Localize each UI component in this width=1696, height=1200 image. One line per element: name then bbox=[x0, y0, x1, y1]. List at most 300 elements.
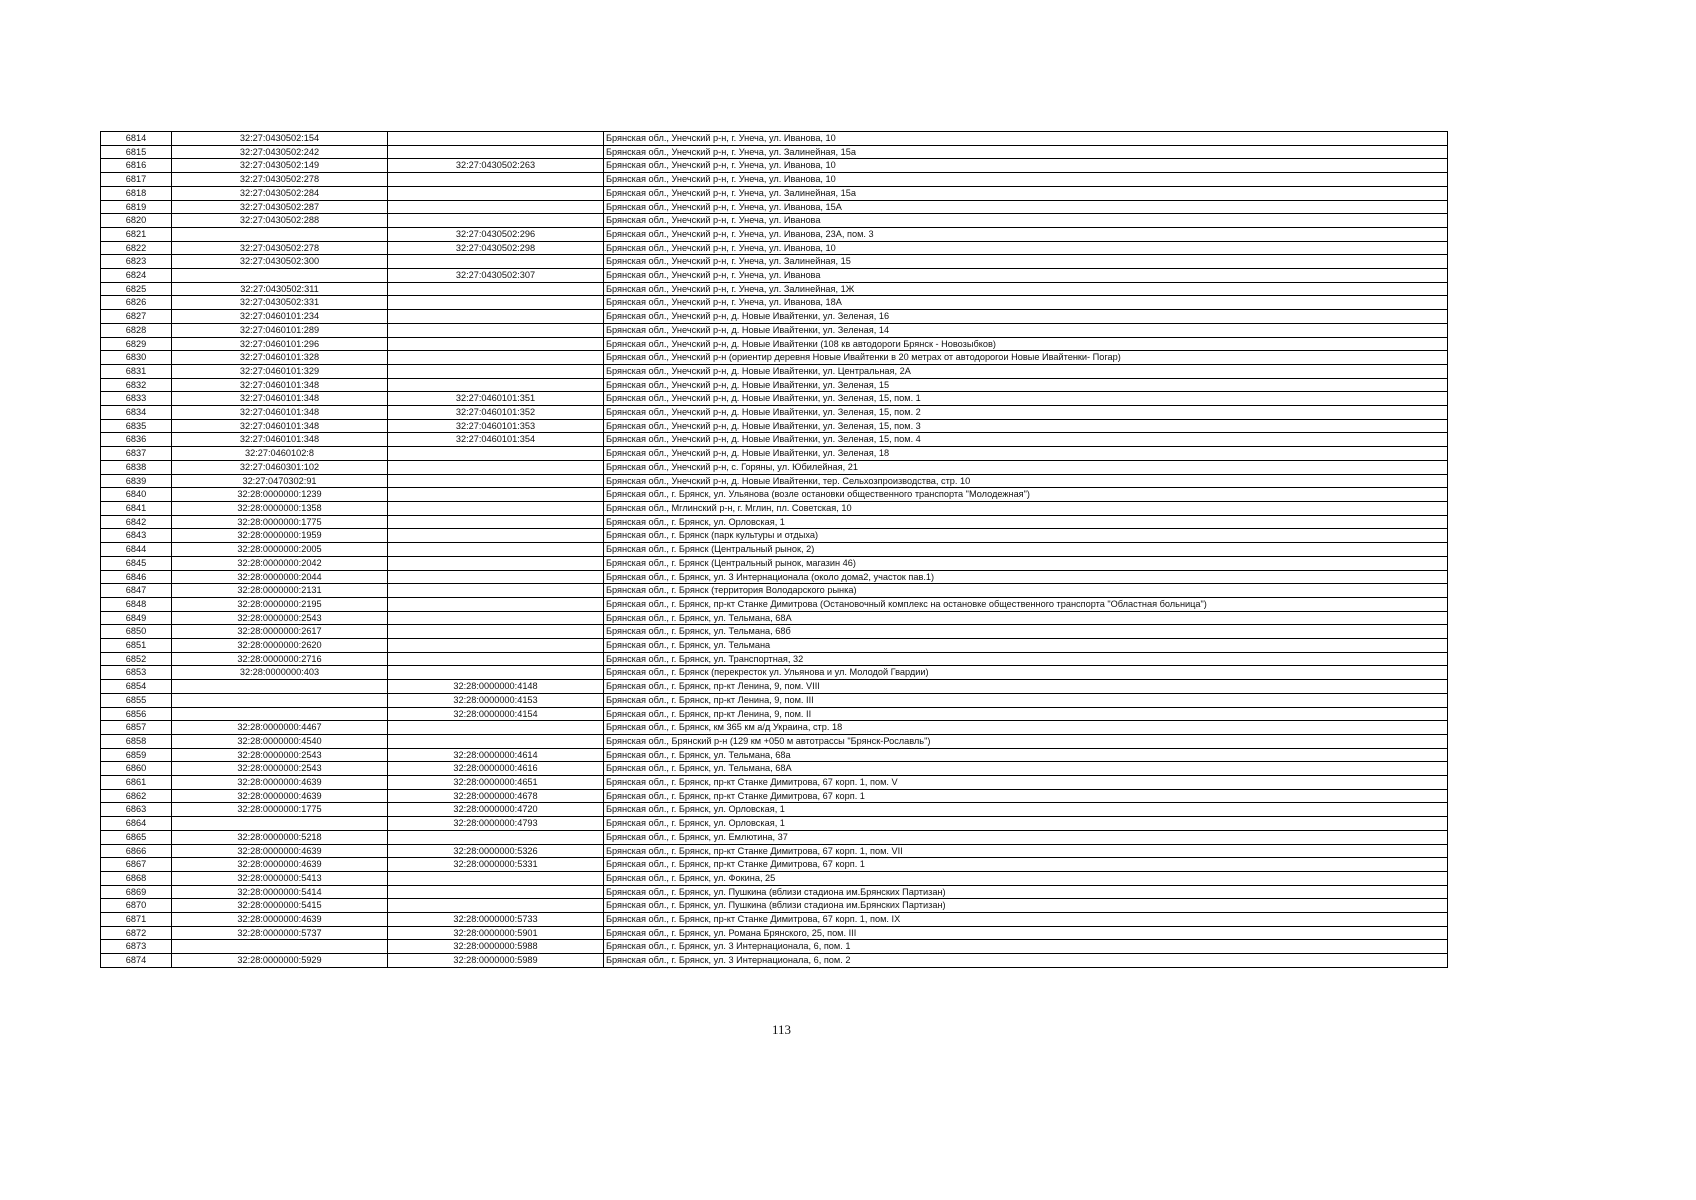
cadastral-number-cell: 32:27:0460101:234 bbox=[172, 310, 388, 324]
row-number-cell: 6825 bbox=[101, 282, 172, 296]
row-number-cell: 6870 bbox=[101, 899, 172, 913]
table-row bbox=[101, 543, 1448, 557]
row-number-cell: 6846 bbox=[101, 570, 172, 584]
related-cadastral-number-cell bbox=[388, 337, 604, 351]
cadastral-number-cell: 32:28:0000000:5218 bbox=[172, 830, 388, 844]
table-row bbox=[101, 392, 1448, 406]
cadastral-number-cell: 32:27:0430502:284 bbox=[172, 186, 388, 200]
cadastral-number-cell: 32:28:0000000:5737 bbox=[172, 926, 388, 940]
address-cell: Брянская обл., г. Брянск, ул. 3 Интернационала, 6, пом. 2 bbox=[604, 954, 1448, 968]
row-number-cell: 6829 bbox=[101, 337, 172, 351]
cadastral-number-cell: 32:27:0430502:278 bbox=[172, 173, 388, 187]
table-row bbox=[101, 364, 1448, 378]
cadastral-number-cell: 32:27:0460101:296 bbox=[172, 337, 388, 351]
cadastral-number-cell: 32:28:0000000:4639 bbox=[172, 858, 388, 872]
cadastral-number-cell: 32:27:0430502:278 bbox=[172, 241, 388, 255]
cadastral-number-cell: 32:28:0000000:2617 bbox=[172, 625, 388, 639]
related-cadastral-number-cell bbox=[388, 529, 604, 543]
row-number-cell: 6852 bbox=[101, 652, 172, 666]
cadastral-number-cell bbox=[172, 707, 388, 721]
row-number-cell: 6820 bbox=[101, 214, 172, 228]
table-row bbox=[101, 488, 1448, 502]
cadastral-number-cell: 32:28:0000000:5414 bbox=[172, 885, 388, 899]
table-row bbox=[101, 501, 1448, 515]
related-cadastral-number-cell: 32:28:0000000:5733 bbox=[388, 913, 604, 927]
related-cadastral-number-cell: 32:27:0430502:296 bbox=[388, 227, 604, 241]
table-row bbox=[101, 186, 1448, 200]
row-number-cell: 6817 bbox=[101, 173, 172, 187]
related-cadastral-number-cell bbox=[388, 885, 604, 899]
row-number-cell: 6837 bbox=[101, 447, 172, 461]
address-cell: Брянская обл., Унечский р-н, с. Горяны, ул. Юбилейная, 21 bbox=[604, 460, 1448, 474]
address-cell: Брянская обл., Унечский р-н, г. Унеча, ул. Иванова, 23А, пом. 3 bbox=[604, 227, 1448, 241]
related-cadastral-number-cell bbox=[388, 460, 604, 474]
related-cadastral-number-cell bbox=[388, 611, 604, 625]
row-number-cell: 6864 bbox=[101, 817, 172, 831]
table-row bbox=[101, 296, 1448, 310]
row-number-cell: 6834 bbox=[101, 406, 172, 420]
cadastral-number-cell: 32:27:0470302:91 bbox=[172, 474, 388, 488]
address-cell: Брянская обл., г. Брянск, пр-кт Ленина, 9, пом. II bbox=[604, 707, 1448, 721]
cadastral-number-cell: 32:28:0000000:4540 bbox=[172, 734, 388, 748]
table-row bbox=[101, 652, 1448, 666]
row-number-cell: 6835 bbox=[101, 419, 172, 433]
table-row bbox=[101, 584, 1448, 598]
related-cadastral-number-cell: 32:27:0460101:351 bbox=[388, 392, 604, 406]
address-cell: Брянская обл., Мглинский р-н, г. Мглин, пл. Советская, 10 bbox=[604, 501, 1448, 515]
related-cadastral-number-cell: 32:27:0430502:263 bbox=[388, 159, 604, 173]
related-cadastral-number-cell bbox=[388, 310, 604, 324]
row-number-cell: 6818 bbox=[101, 186, 172, 200]
row-number-cell: 6855 bbox=[101, 693, 172, 707]
row-number-cell: 6838 bbox=[101, 460, 172, 474]
cadastral-number-cell: 32:28:0000000:4467 bbox=[172, 721, 388, 735]
table-row bbox=[101, 474, 1448, 488]
cadastral-number-cell: 32:28:0000000:1959 bbox=[172, 529, 388, 543]
table-row bbox=[101, 721, 1448, 735]
cadastral-number-cell bbox=[172, 693, 388, 707]
related-cadastral-number-cell bbox=[388, 556, 604, 570]
related-cadastral-number-cell: 32:27:0460101:354 bbox=[388, 433, 604, 447]
related-cadastral-number-cell bbox=[388, 871, 604, 885]
address-cell: Брянская обл., г. Брянск, пр-кт Станке Димитрова (Остановочный комплекс на остановке общественного транспорта "Областная больница") bbox=[604, 597, 1448, 611]
address-cell: Брянская обл., Унечский р-н, д. Новые Ивайтенки, ул. Зеленая, 15 bbox=[604, 378, 1448, 392]
address-cell: Брянская обл., г. Брянск, ул. Тельмана, 68а bbox=[604, 748, 1448, 762]
cadastral-number-cell: 32:28:0000000:2042 bbox=[172, 556, 388, 570]
related-cadastral-number-cell: 32:28:0000000:5988 bbox=[388, 940, 604, 954]
row-number-cell: 6851 bbox=[101, 639, 172, 653]
row-number-cell: 6873 bbox=[101, 940, 172, 954]
table-row bbox=[101, 858, 1448, 872]
table-row bbox=[101, 269, 1448, 283]
address-cell: Брянская обл., Унечский р-н, д. Новые Ивайтенки (108 кв автодороги Брянск - Новозыбков) bbox=[604, 337, 1448, 351]
related-cadastral-number-cell bbox=[388, 323, 604, 337]
related-cadastral-number-cell: 32:28:0000000:5901 bbox=[388, 926, 604, 940]
related-cadastral-number-cell bbox=[388, 899, 604, 913]
row-number-cell: 6849 bbox=[101, 611, 172, 625]
cadastral-number-cell: 32:28:0000000:1358 bbox=[172, 501, 388, 515]
row-number-cell: 6869 bbox=[101, 885, 172, 899]
table-row bbox=[101, 803, 1448, 817]
table-row bbox=[101, 734, 1448, 748]
table-row bbox=[101, 282, 1448, 296]
cadastral-number-cell: 32:27:0430502:331 bbox=[172, 296, 388, 310]
related-cadastral-number-cell bbox=[388, 255, 604, 269]
related-cadastral-number-cell bbox=[388, 666, 604, 680]
address-cell: Брянская обл., Унечский р-н, д. Новые Ивайтенки, ул. Зеленая, 15, пом. 3 bbox=[604, 419, 1448, 433]
related-cadastral-number-cell bbox=[388, 721, 604, 735]
related-cadastral-number-cell bbox=[388, 830, 604, 844]
table-row bbox=[101, 844, 1448, 858]
row-number-cell: 6871 bbox=[101, 913, 172, 927]
address-cell: Брянская обл., г. Брянск, ул. Тельмана, 68б bbox=[604, 625, 1448, 639]
cadastral-number-cell: 32:27:0430502:242 bbox=[172, 145, 388, 159]
table-row bbox=[101, 748, 1448, 762]
cadastral-number-cell bbox=[172, 940, 388, 954]
table-row bbox=[101, 515, 1448, 529]
address-cell: Брянская обл., Унечский р-н, д. Новые Ивайтенки, ул. Зеленая, 15, пом. 2 bbox=[604, 406, 1448, 420]
row-number-cell: 6828 bbox=[101, 323, 172, 337]
address-cell: Брянская обл., г. Брянск, ул. 3 Интернационала (около дома2, участок пав.1) bbox=[604, 570, 1448, 584]
address-cell: Брянская обл., г. Брянск, ул. Емлютина, 37 bbox=[604, 830, 1448, 844]
related-cadastral-number-cell: 32:28:0000000:4678 bbox=[388, 789, 604, 803]
address-cell: Брянская обл., Унечский р-н, г. Унеча, ул. Залинейная, 15а bbox=[604, 145, 1448, 159]
address-cell: Брянская обл., г. Брянск, пр-кт Станке Димитрова, 67 корп. 1 bbox=[604, 789, 1448, 803]
cadastral-number-cell: 32:28:0000000:2005 bbox=[172, 543, 388, 557]
address-cell: Брянская обл., Унечский р-н, г. Унеча, ул. Иванова bbox=[604, 214, 1448, 228]
row-number-cell: 6839 bbox=[101, 474, 172, 488]
table-row bbox=[101, 611, 1448, 625]
related-cadastral-number-cell: 32:28:0000000:4793 bbox=[388, 817, 604, 831]
table-row bbox=[101, 666, 1448, 680]
cadastral-number-cell: 32:28:0000000:2195 bbox=[172, 597, 388, 611]
cadastral-number-cell: 32:28:0000000:4639 bbox=[172, 844, 388, 858]
address-cell: Брянская обл., Унечский р-н, г. Унеча, ул. Иванова, 10 bbox=[604, 241, 1448, 255]
row-number-cell: 6827 bbox=[101, 310, 172, 324]
address-cell: Брянская обл., г. Брянск, ул. Тельмана, 68А bbox=[604, 611, 1448, 625]
row-number-cell: 6853 bbox=[101, 666, 172, 680]
cadastral-number-cell: 32:27:0460102:8 bbox=[172, 447, 388, 461]
table-row bbox=[101, 378, 1448, 392]
table-row bbox=[101, 323, 1448, 337]
table-row bbox=[101, 639, 1448, 653]
related-cadastral-number-cell bbox=[388, 515, 604, 529]
related-cadastral-number-cell: 32:28:0000000:4154 bbox=[388, 707, 604, 721]
address-cell: Брянская обл., Унечский р-н (ориентир деревня Новые Ивайтенки в 20 метрах от автодорогои Новые Ивайтенки- Погар) bbox=[604, 351, 1448, 365]
row-number-cell: 6821 bbox=[101, 227, 172, 241]
related-cadastral-number-cell: 32:27:0430502:307 bbox=[388, 269, 604, 283]
cadastral-number-cell: 32:28:0000000:2131 bbox=[172, 584, 388, 598]
cadastral-number-cell bbox=[172, 680, 388, 694]
table-row bbox=[101, 132, 1448, 146]
table-row bbox=[101, 680, 1448, 694]
table-row bbox=[101, 762, 1448, 776]
table-row bbox=[101, 460, 1448, 474]
related-cadastral-number-cell bbox=[388, 351, 604, 365]
related-cadastral-number-cell bbox=[388, 584, 604, 598]
cadastral-number-cell: 32:27:0460101:348 bbox=[172, 392, 388, 406]
cadastral-number-cell: 32:27:0430502:149 bbox=[172, 159, 388, 173]
address-cell: Брянская обл., г. Брянск, ул. 3 Интернационала, 6, пом. 1 bbox=[604, 940, 1448, 954]
address-cell: Брянская обл., г. Брянск, ул. Транспортная, 32 bbox=[604, 652, 1448, 666]
cadastral-number-cell: 32:27:0430502:287 bbox=[172, 200, 388, 214]
related-cadastral-number-cell: 32:28:0000000:4153 bbox=[388, 693, 604, 707]
cadastral-number-cell: 32:28:0000000:2543 bbox=[172, 611, 388, 625]
row-number-cell: 6872 bbox=[101, 926, 172, 940]
address-cell: Брянская обл., г. Брянск (Центральный рынок, 2) bbox=[604, 543, 1448, 557]
address-cell: Брянская обл., Брянский р-н (129 км +050 м автотрассы "Брянск-Рославль") bbox=[604, 734, 1448, 748]
table-row bbox=[101, 899, 1448, 913]
address-cell: Брянская обл., г. Брянск (парк культуры и отдыха) bbox=[604, 529, 1448, 543]
row-number-cell: 6847 bbox=[101, 584, 172, 598]
cadastral-number-cell: 32:27:0460301:102 bbox=[172, 460, 388, 474]
row-number-cell: 6824 bbox=[101, 269, 172, 283]
related-cadastral-number-cell: 32:28:0000000:5989 bbox=[388, 954, 604, 968]
row-number-cell: 6836 bbox=[101, 433, 172, 447]
cadastral-number-cell: 32:28:0000000:2044 bbox=[172, 570, 388, 584]
related-cadastral-number-cell bbox=[388, 501, 604, 515]
address-cell: Брянская обл., Унечский р-н, д. Новые Ивайтенки, ул. Зеленая, 15, пом. 1 bbox=[604, 392, 1448, 406]
row-number-cell: 6843 bbox=[101, 529, 172, 543]
address-cell: Брянская обл., Унечский р-н, г. Унеча, ул. Иванова, 10 bbox=[604, 173, 1448, 187]
address-cell: Брянская обл., Унечский р-н, д. Новые Ивайтенки, ул. Зеленая, 14 bbox=[604, 323, 1448, 337]
address-cell: Брянская обл., Унечский р-н, д. Новые Ивайтенки, ул. Зеленая, 18 bbox=[604, 447, 1448, 461]
cadastral-number-cell: 32:28:0000000:2620 bbox=[172, 639, 388, 653]
related-cadastral-number-cell: 32:28:0000000:4614 bbox=[388, 748, 604, 762]
address-cell: Брянская обл., г. Брянск, пр-кт Ленина, 9, пом. III bbox=[604, 693, 1448, 707]
related-cadastral-number-cell bbox=[388, 597, 604, 611]
address-cell: Брянская обл., г. Брянск, км 365 км а/д Украина, стр. 18 bbox=[604, 721, 1448, 735]
related-cadastral-number-cell bbox=[388, 734, 604, 748]
cadastral-number-cell: 32:28:0000000:5415 bbox=[172, 899, 388, 913]
table-row bbox=[101, 173, 1448, 187]
address-cell: Брянская обл., г. Брянск, ул. Ульянова (возле остановки общественного транспорта "Молодежная") bbox=[604, 488, 1448, 502]
row-number-cell: 6859 bbox=[101, 748, 172, 762]
table-row bbox=[101, 913, 1448, 927]
cadastral-number-cell: 32:28:0000000:403 bbox=[172, 666, 388, 680]
address-cell: Брянская обл., г. Брянск, пр-кт Станке Димитрова, 67 корп. 1, пом. V bbox=[604, 776, 1448, 790]
cadastral-number-cell: 32:28:0000000:5929 bbox=[172, 954, 388, 968]
related-cadastral-number-cell bbox=[388, 173, 604, 187]
address-cell: Брянская обл., г. Брянск, ул. Тельмана, 68А bbox=[604, 762, 1448, 776]
table-row bbox=[101, 406, 1448, 420]
row-number-cell: 6822 bbox=[101, 241, 172, 255]
related-cadastral-number-cell bbox=[388, 214, 604, 228]
table-row bbox=[101, 214, 1448, 228]
table-row bbox=[101, 227, 1448, 241]
cadastral-number-cell bbox=[172, 817, 388, 831]
address-cell: Брянская обл., Унечский р-н, д. Новые Ивайтенки, тер. Сельхозпроизводства, стр. 10 bbox=[604, 474, 1448, 488]
related-cadastral-number-cell: 32:27:0460101:352 bbox=[388, 406, 604, 420]
related-cadastral-number-cell: 32:27:0430502:298 bbox=[388, 241, 604, 255]
related-cadastral-number-cell bbox=[388, 186, 604, 200]
row-number-cell: 6823 bbox=[101, 255, 172, 269]
table-row bbox=[101, 597, 1448, 611]
address-cell: Брянская обл., Унечский р-н, г. Унеча, ул. Залинейная, 1Ж bbox=[604, 282, 1448, 296]
related-cadastral-number-cell bbox=[388, 570, 604, 584]
row-number-cell: 6842 bbox=[101, 515, 172, 529]
row-number-cell: 6840 bbox=[101, 488, 172, 502]
cadastral-number-cell: 32:27:0460101:328 bbox=[172, 351, 388, 365]
table-row bbox=[101, 241, 1448, 255]
address-cell: Брянская обл., г. Брянск, ул. Пушкина (вблизи стадиона им.Брянских Партизан) bbox=[604, 899, 1448, 913]
table-row bbox=[101, 940, 1448, 954]
row-number-cell: 6826 bbox=[101, 296, 172, 310]
table-row bbox=[101, 871, 1448, 885]
address-cell: Брянская обл., г. Брянск, ул. Тельмана bbox=[604, 639, 1448, 653]
address-cell: Брянская обл., г. Брянск, ул. Орловская, 1 bbox=[604, 515, 1448, 529]
cadastral-number-cell: 32:27:0460101:348 bbox=[172, 378, 388, 392]
address-cell: Брянская обл., Унечский р-н, г. Унеча, ул. Иванова, 10 bbox=[604, 159, 1448, 173]
related-cadastral-number-cell: 32:28:0000000:4616 bbox=[388, 762, 604, 776]
row-number-cell: 6863 bbox=[101, 803, 172, 817]
cadastral-number-cell bbox=[172, 227, 388, 241]
address-cell: Брянская обл., г. Брянск, ул. Пушкина (вблизи стадиона им.Брянских Партизан) bbox=[604, 885, 1448, 899]
table-row bbox=[101, 351, 1448, 365]
table-row bbox=[101, 789, 1448, 803]
address-cell: Брянская обл., г. Брянск (Центральный рынок, магазин 46) bbox=[604, 556, 1448, 570]
cadastral-number-cell: 32:28:0000000:2543 bbox=[172, 762, 388, 776]
related-cadastral-number-cell bbox=[388, 625, 604, 639]
related-cadastral-number-cell: 32:28:0000000:4148 bbox=[388, 680, 604, 694]
related-cadastral-number-cell: 32:28:0000000:4720 bbox=[388, 803, 604, 817]
row-number-cell: 6860 bbox=[101, 762, 172, 776]
row-number-cell: 6856 bbox=[101, 707, 172, 721]
table-row bbox=[101, 529, 1448, 543]
row-number-cell: 6831 bbox=[101, 364, 172, 378]
address-cell: Брянская обл., г. Брянск, пр-кт Станке Димитрова, 67 корп. 1 bbox=[604, 858, 1448, 872]
cadastral-number-cell: 32:27:0460101:329 bbox=[172, 364, 388, 378]
cadastral-number-cell: 32:28:0000000:2543 bbox=[172, 748, 388, 762]
cadastral-number-cell: 32:28:0000000:5413 bbox=[172, 871, 388, 885]
row-number-cell: 6858 bbox=[101, 734, 172, 748]
address-cell: Брянская обл., г. Брянск, ул. Орловская, 1 bbox=[604, 803, 1448, 817]
address-cell: Брянская обл., Унечский р-н, г. Унеча, ул. Залинейная, 15а bbox=[604, 186, 1448, 200]
cadastral-number-cell: 32:27:0430502:311 bbox=[172, 282, 388, 296]
table-row bbox=[101, 337, 1448, 351]
address-cell: Брянская обл., Унечский р-н, д. Новые Ивайтенки, ул. Зеленая, 16 bbox=[604, 310, 1448, 324]
cadastral-number-cell: 32:27:0430502:154 bbox=[172, 132, 388, 146]
related-cadastral-number-cell bbox=[388, 639, 604, 653]
row-number-cell: 6854 bbox=[101, 680, 172, 694]
registry-table-body bbox=[101, 132, 1448, 968]
related-cadastral-number-cell bbox=[388, 378, 604, 392]
cadastral-number-cell: 32:28:0000000:1239 bbox=[172, 488, 388, 502]
cadastral-number-cell: 32:27:0460101:348 bbox=[172, 419, 388, 433]
table-row bbox=[101, 817, 1448, 831]
table-row bbox=[101, 830, 1448, 844]
page-number: 113 bbox=[771, 1022, 792, 1037]
related-cadastral-number-cell bbox=[388, 488, 604, 502]
address-cell: Брянская обл., г. Брянск, пр-кт Ленина, 9, пом. VIII bbox=[604, 680, 1448, 694]
table-row bbox=[101, 447, 1448, 461]
address-cell: Брянская обл., Унечский р-н, г. Унеча, ул. Иванова bbox=[604, 269, 1448, 283]
address-cell: Брянская обл., г. Брянск, пр-кт Станке Димитрова, 67 корп. 1, пом. VII bbox=[604, 844, 1448, 858]
row-number-cell: 6815 bbox=[101, 145, 172, 159]
row-number-cell: 6844 bbox=[101, 543, 172, 557]
address-cell: Брянская обл., Унечский р-н, г. Унеча, ул. Иванова, 10 bbox=[604, 132, 1448, 146]
related-cadastral-number-cell bbox=[388, 132, 604, 146]
address-cell: Брянская обл., Унечский р-н, г. Унеча, ул. Иванова, 18А bbox=[604, 296, 1448, 310]
related-cadastral-number-cell: 32:28:0000000:5326 bbox=[388, 844, 604, 858]
related-cadastral-number-cell: 32:27:0460101:353 bbox=[388, 419, 604, 433]
address-cell: Брянская обл., Унечский р-н, д. Новые Ивайтенки, ул. Зеленая, 15, пом. 4 bbox=[604, 433, 1448, 447]
row-number-cell: 6857 bbox=[101, 721, 172, 735]
table-row bbox=[101, 926, 1448, 940]
table-row bbox=[101, 570, 1448, 584]
row-number-cell: 6819 bbox=[101, 200, 172, 214]
address-cell: Брянская обл., г. Брянск, ул. Орловская, 1 bbox=[604, 817, 1448, 831]
row-number-cell: 6867 bbox=[101, 858, 172, 872]
cadastral-number-cell: 32:27:0460101:348 bbox=[172, 406, 388, 420]
cadastral-number-cell bbox=[172, 269, 388, 283]
row-number-cell: 6866 bbox=[101, 844, 172, 858]
related-cadastral-number-cell: 32:28:0000000:5331 bbox=[388, 858, 604, 872]
table-row bbox=[101, 200, 1448, 214]
table-row bbox=[101, 159, 1448, 173]
row-number-cell: 6816 bbox=[101, 159, 172, 173]
table-row bbox=[101, 433, 1448, 447]
registry-table bbox=[100, 131, 1448, 968]
related-cadastral-number-cell bbox=[388, 296, 604, 310]
cadastral-number-cell: 32:28:0000000:2716 bbox=[172, 652, 388, 666]
table-row bbox=[101, 776, 1448, 790]
row-number-cell: 6833 bbox=[101, 392, 172, 406]
row-number-cell: 6850 bbox=[101, 625, 172, 639]
cadastral-number-cell: 32:27:0460101:289 bbox=[172, 323, 388, 337]
cadastral-number-cell: 32:28:0000000:4639 bbox=[172, 913, 388, 927]
address-cell: Брянская обл., Унечский р-н, д. Новые Ивайтенки, ул. Центральная, 2А bbox=[604, 364, 1448, 378]
row-number-cell: 6865 bbox=[101, 830, 172, 844]
cadastral-number-cell: 32:28:0000000:4639 bbox=[172, 776, 388, 790]
address-cell: Брянская обл., Унечский р-н, г. Унеча, ул. Залинейная, 15 bbox=[604, 255, 1448, 269]
table-row bbox=[101, 885, 1448, 899]
table-row bbox=[101, 954, 1448, 968]
cadastral-number-cell: 32:27:0430502:288 bbox=[172, 214, 388, 228]
row-number-cell: 6861 bbox=[101, 776, 172, 790]
table-row bbox=[101, 707, 1448, 721]
related-cadastral-number-cell bbox=[388, 282, 604, 296]
address-cell: Брянская обл., г. Брянск, пр-кт Станке Димитрова, 67 корп. 1, пом. IX bbox=[604, 913, 1448, 927]
row-number-cell: 6814 bbox=[101, 132, 172, 146]
address-cell: Брянская обл., Унечский р-н, г. Унеча, ул. Иванова, 15А bbox=[604, 200, 1448, 214]
row-number-cell: 6845 bbox=[101, 556, 172, 570]
table-row bbox=[101, 556, 1448, 570]
address-cell: Брянская обл., г. Брянск, ул. Романа Брянского, 25, пом. III bbox=[604, 926, 1448, 940]
related-cadastral-number-cell bbox=[388, 200, 604, 214]
cadastral-number-cell: 32:27:0460101:348 bbox=[172, 433, 388, 447]
row-number-cell: 6868 bbox=[101, 871, 172, 885]
related-cadastral-number-cell bbox=[388, 364, 604, 378]
row-number-cell: 6848 bbox=[101, 597, 172, 611]
related-cadastral-number-cell bbox=[388, 474, 604, 488]
address-cell: Брянская обл., г. Брянск (территория Володарского рынка) bbox=[604, 584, 1448, 598]
table-row bbox=[101, 419, 1448, 433]
related-cadastral-number-cell bbox=[388, 145, 604, 159]
row-number-cell: 6832 bbox=[101, 378, 172, 392]
address-cell: Брянская обл., г. Брянск, ул. Фокина, 25 bbox=[604, 871, 1448, 885]
cadastral-number-cell: 32:28:0000000:4639 bbox=[172, 789, 388, 803]
related-cadastral-number-cell bbox=[388, 447, 604, 461]
table-row bbox=[101, 145, 1448, 159]
table-row bbox=[101, 625, 1448, 639]
related-cadastral-number-cell bbox=[388, 543, 604, 557]
related-cadastral-number-cell bbox=[388, 652, 604, 666]
cadastral-number-cell: 32:28:0000000:1775 bbox=[172, 803, 388, 817]
row-number-cell: 6862 bbox=[101, 789, 172, 803]
address-cell: Брянская обл., г. Брянск (перекресток ул. Ульянова и ул. Молодой Гвардии) bbox=[604, 666, 1448, 680]
row-number-cell: 6830 bbox=[101, 351, 172, 365]
